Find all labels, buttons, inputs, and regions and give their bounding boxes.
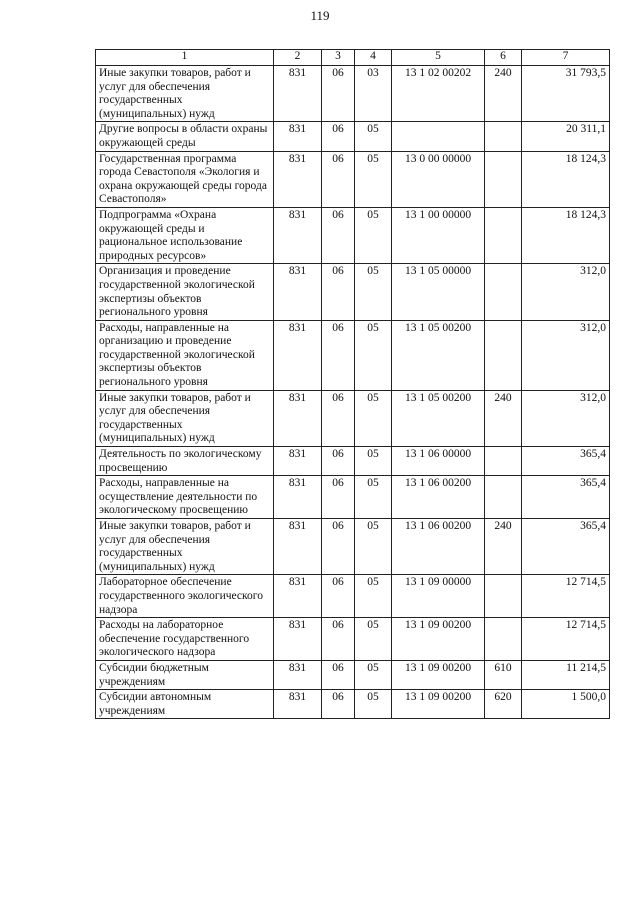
table-row: [96, 320, 610, 390]
row-expense-type: 620: [485, 690, 522, 719]
row-amount: 31 793,5: [522, 66, 610, 122]
row-section: 06: [322, 447, 355, 476]
row-expense-type: 240: [485, 390, 522, 446]
row-admin-code: 831: [274, 390, 322, 446]
table-row: [96, 575, 610, 618]
row-amount: 18 124,3: [522, 207, 610, 263]
row-section: 06: [322, 264, 355, 320]
row-subsection: 05: [355, 122, 392, 151]
row-target-article: 13 1 05 00200: [392, 390, 485, 446]
table-row: [96, 390, 610, 446]
header-row: [96, 50, 610, 66]
row-admin-code: 831: [274, 151, 322, 207]
row-amount: 365,4: [522, 447, 610, 476]
row-section: 06: [322, 151, 355, 207]
table-row: [96, 447, 610, 476]
row-target-article: 13 1 09 00200: [392, 618, 485, 661]
row-amount: 18 124,3: [522, 151, 610, 207]
row-name: Расходы на лабораторное обеспечение государственного экологического надзора: [96, 618, 274, 661]
row-name: Подпрограмма «Охрана окружающей среды и рациональное использование природных ресурсов»: [96, 207, 274, 263]
table-row: [96, 264, 610, 320]
row-section: 06: [322, 690, 355, 719]
row-name: Организация и проведение государственной экологической экспертизы объектов регионального уровня: [96, 264, 274, 320]
table-row: [96, 151, 610, 207]
row-subsection: 05: [355, 618, 392, 661]
row-amount: 11 214,5: [522, 660, 610, 689]
row-name: Иные закупки товаров, работ и услуг для обеспечения государственных (муниципальных) нужд: [96, 519, 274, 575]
row-expense-type: 610: [485, 660, 522, 689]
row-subsection: 05: [355, 264, 392, 320]
table-row: [96, 618, 610, 661]
row-admin-code: 831: [274, 476, 322, 519]
row-expense-type: [485, 151, 522, 207]
row-name: Государственная программа города Севастополя «Экология и охрана окружающей среды города Севастополя»: [96, 151, 274, 207]
row-amount: 12 714,5: [522, 575, 610, 618]
row-subsection: 05: [355, 151, 392, 207]
row-name: Деятельность по экологическому просвещению: [96, 447, 274, 476]
row-target-article: 13 1 00 00000: [392, 207, 485, 263]
row-name: Другие вопросы в области охраны окружающей среды: [96, 122, 274, 151]
row-section: 06: [322, 66, 355, 122]
row-amount: 12 714,5: [522, 618, 610, 661]
row-section: 06: [322, 320, 355, 390]
table-body: [96, 66, 610, 719]
row-amount: 20 311,1: [522, 122, 610, 151]
row-target-article: 13 1 05 00000: [392, 264, 485, 320]
header-cell-6: 6: [485, 50, 522, 66]
table-row: [96, 476, 610, 519]
row-target-article: [392, 122, 485, 151]
row-admin-code: 831: [274, 618, 322, 661]
row-name: Лабораторное обеспечение государственного экологического надзора: [96, 575, 274, 618]
row-name: Расходы, направленные на организацию и проведение государственной экологической экспертизы объектов регионального уровня: [96, 320, 274, 390]
row-admin-code: 831: [274, 660, 322, 689]
row-subsection: 05: [355, 476, 392, 519]
table-row: [96, 690, 610, 719]
row-amount: 1 500,0: [522, 690, 610, 719]
row-expense-type: [485, 207, 522, 263]
page-number: 119: [310, 8, 330, 23]
row-admin-code: 831: [274, 690, 322, 719]
row-expense-type: 240: [485, 66, 522, 122]
row-subsection: 05: [355, 575, 392, 618]
header-cell-2: 2: [274, 50, 322, 66]
row-subsection: 05: [355, 690, 392, 719]
row-admin-code: 831: [274, 320, 322, 390]
row-subsection: 05: [355, 390, 392, 446]
row-section: 06: [322, 618, 355, 661]
row-subsection: 03: [355, 66, 392, 122]
row-section: 06: [322, 207, 355, 263]
row-target-article: 13 1 02 00202: [392, 66, 485, 122]
row-amount: 365,4: [522, 519, 610, 575]
row-expense-type: 240: [485, 519, 522, 575]
row-target-article: 13 1 05 00200: [392, 320, 485, 390]
row-admin-code: 831: [274, 66, 322, 122]
row-amount: 312,0: [522, 390, 610, 446]
row-subsection: 05: [355, 519, 392, 575]
budget-table: [95, 49, 610, 719]
row-amount: 365,4: [522, 476, 610, 519]
table-row: [96, 122, 610, 151]
table-row: [96, 207, 610, 263]
row-expense-type: [485, 122, 522, 151]
header-cell-7: 7: [522, 50, 610, 66]
row-expense-type: [485, 264, 522, 320]
row-admin-code: 831: [274, 519, 322, 575]
row-expense-type: [485, 575, 522, 618]
header-cell-1: 1: [96, 50, 274, 66]
row-target-article: 13 1 09 00000: [392, 575, 485, 618]
row-name: Субсидии автономным учреждениям: [96, 690, 274, 719]
row-section: 06: [322, 575, 355, 618]
row-name: Субсидии бюджетным учреждениям: [96, 660, 274, 689]
row-subsection: 05: [355, 320, 392, 390]
row-amount: 312,0: [522, 264, 610, 320]
row-subsection: 05: [355, 660, 392, 689]
row-section: 06: [322, 390, 355, 446]
row-expense-type: [485, 618, 522, 661]
row-admin-code: 831: [274, 575, 322, 618]
row-subsection: 05: [355, 447, 392, 476]
row-section: 06: [322, 122, 355, 151]
row-subsection: 05: [355, 207, 392, 263]
row-name: Расходы, направленные на осуществление деятельности по экологическому просвещению: [96, 476, 274, 519]
row-target-article: 13 1 09 00200: [392, 660, 485, 689]
row-name: Иные закупки товаров, работ и услуг для обеспечения государственных (муниципальных) нужд: [96, 390, 274, 446]
row-admin-code: 831: [274, 264, 322, 320]
row-target-article: 13 1 06 00200: [392, 519, 485, 575]
row-admin-code: 831: [274, 447, 322, 476]
row-target-article: 13 0 00 00000: [392, 151, 485, 207]
header-cell-3: 3: [322, 50, 355, 66]
row-name: Иные закупки товаров, работ и услуг для обеспечения государственных (муниципальных) нужд: [96, 66, 274, 122]
row-section: 06: [322, 519, 355, 575]
row-expense-type: [485, 320, 522, 390]
row-admin-code: 831: [274, 122, 322, 151]
table-row: [96, 519, 610, 575]
row-target-article: 13 1 06 00000: [392, 447, 485, 476]
row-expense-type: [485, 447, 522, 476]
header-cell-4: 4: [355, 50, 392, 66]
row-target-article: 13 1 09 00200: [392, 690, 485, 719]
row-section: 06: [322, 476, 355, 519]
row-expense-type: [485, 476, 522, 519]
row-target-article: 13 1 06 00200: [392, 476, 485, 519]
row-admin-code: 831: [274, 207, 322, 263]
row-amount: 312,0: [522, 320, 610, 390]
row-section: 06: [322, 660, 355, 689]
table-row: [96, 66, 610, 122]
table-row: [96, 660, 610, 689]
header-cell-5: 5: [392, 50, 485, 66]
